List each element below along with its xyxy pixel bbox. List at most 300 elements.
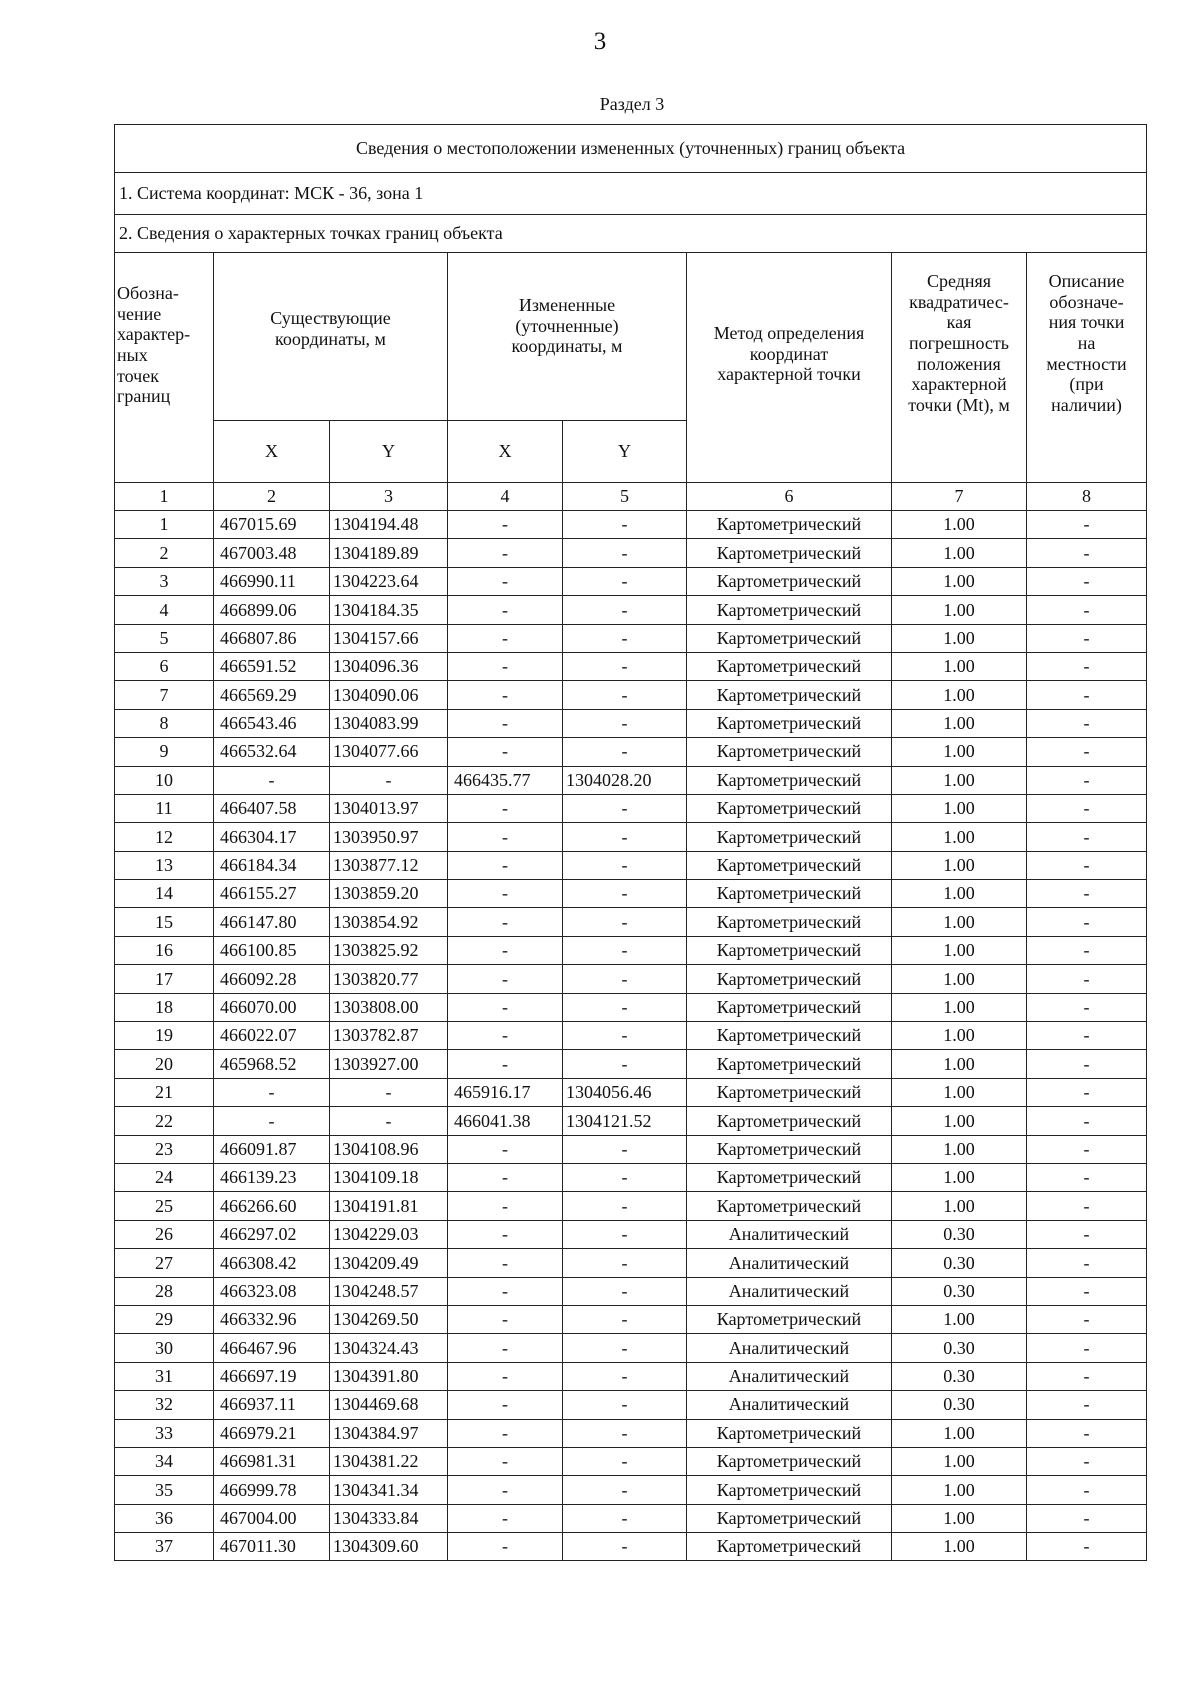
description-cell: - (1027, 1022, 1147, 1050)
description-cell: - (1027, 1050, 1147, 1078)
changed-x-cell: - (448, 1050, 563, 1078)
point-number-cell: 23 (115, 1135, 214, 1163)
table-row (115, 794, 1147, 822)
existing-y-cell: 1304077.66 (330, 738, 448, 766)
existing-y-cell: 1304469.68 (330, 1391, 448, 1419)
existing-x-cell: 466981.31 (214, 1447, 330, 1475)
existing-x-cell: 467011.30 (214, 1533, 330, 1561)
point-number-cell: 29 (115, 1305, 214, 1333)
changed-x-cell: - (448, 1504, 563, 1532)
coordinate-system: 1. Система координат: МСК - 36, зона 1 (115, 173, 1147, 215)
point-number-cell: 14 (115, 880, 214, 908)
point-number-cell: 6 (115, 652, 214, 680)
mean-error-cell: 1.00 (892, 1533, 1027, 1561)
point-number-cell: 21 (115, 1078, 214, 1106)
changed-y-cell: - (563, 567, 687, 595)
changed-y-cell: - (563, 936, 687, 964)
point-number-cell: 18 (115, 993, 214, 1021)
table-row (115, 567, 1147, 595)
existing-x-cell: 466323.08 (214, 1277, 330, 1305)
table-row (115, 709, 1147, 737)
point-number-cell: 33 (115, 1419, 214, 1447)
mean-error-cell: 1.00 (892, 652, 1027, 680)
existing-x-cell: 466266.60 (214, 1192, 330, 1220)
existing-y-cell: 1304381.22 (330, 1447, 448, 1475)
method-cell: Картометрический (687, 993, 892, 1021)
point-number-cell: 27 (115, 1249, 214, 1277)
existing-x-cell: - (214, 766, 330, 794)
point-number-cell: 20 (115, 1050, 214, 1078)
description-cell: - (1027, 738, 1147, 766)
mean-error-cell: 1.00 (892, 851, 1027, 879)
description-cell: - (1027, 681, 1147, 709)
description-cell: - (1027, 539, 1147, 567)
method-cell: Картометрический (687, 936, 892, 964)
changed-y-cell: - (563, 1476, 687, 1504)
existing-x-cell: 466532.64 (214, 738, 330, 766)
changed-x-cell: - (448, 936, 563, 964)
table-row (115, 851, 1147, 879)
changed-x-cell: - (448, 1334, 563, 1362)
header-changed-y: Y (563, 421, 687, 483)
mean-error-cell: 1.00 (892, 681, 1027, 709)
existing-y-cell: - (330, 1078, 448, 1106)
changed-x-cell: - (448, 993, 563, 1021)
changed-x-cell: - (448, 1220, 563, 1248)
changed-y-cell: - (563, 1419, 687, 1447)
point-number-cell: 2 (115, 539, 214, 567)
changed-x-cell: - (448, 908, 563, 936)
table-row (115, 511, 1147, 539)
existing-x-cell: 466807.86 (214, 624, 330, 652)
mean-error-cell: 0.30 (892, 1277, 1027, 1305)
existing-y-cell: 1304309.60 (330, 1533, 448, 1561)
mean-error-cell: 0.30 (892, 1334, 1027, 1362)
mean-error-cell: 1.00 (892, 624, 1027, 652)
existing-x-cell: 466543.46 (214, 709, 330, 737)
changed-x-cell: - (448, 794, 563, 822)
mean-error-cell: 1.00 (892, 908, 1027, 936)
method-cell: Картометрический (687, 1192, 892, 1220)
method-cell: Картометрический (687, 681, 892, 709)
existing-y-cell: 1303927.00 (330, 1050, 448, 1078)
table-row (115, 1504, 1147, 1532)
changed-y-cell: - (563, 1447, 687, 1475)
method-cell: Картометрический (687, 794, 892, 822)
description-cell: - (1027, 1447, 1147, 1475)
point-number-cell: 12 (115, 823, 214, 851)
existing-x-cell: 467003.48 (214, 539, 330, 567)
table-row (115, 1391, 1147, 1419)
point-number-cell: 11 (115, 794, 214, 822)
table-row (115, 993, 1147, 1021)
existing-y-cell: 1304096.36 (330, 652, 448, 680)
method-cell: Аналитический (687, 1362, 892, 1390)
point-number-cell: 19 (115, 1022, 214, 1050)
existing-x-cell: 466899.06 (214, 596, 330, 624)
changed-x-cell: - (448, 624, 563, 652)
existing-y-cell: 1303854.92 (330, 908, 448, 936)
description-cell: - (1027, 823, 1147, 851)
existing-x-cell: 466184.34 (214, 851, 330, 879)
table-title: Сведения о местоположении измененных (уточненных) границ объекта (115, 125, 1147, 173)
table-row (115, 936, 1147, 964)
changed-y-cell: - (563, 539, 687, 567)
mean-error-cell: 1.00 (892, 1192, 1027, 1220)
description-cell: - (1027, 1391, 1147, 1419)
description-cell: - (1027, 993, 1147, 1021)
header-error: Средняя квадратичес- кая погрешность положения характерной точки (Mt), м (892, 253, 1027, 483)
existing-y-cell: 1303877.12 (330, 851, 448, 879)
table-row (115, 1135, 1147, 1163)
table-row (115, 1192, 1147, 1220)
table-row (115, 965, 1147, 993)
existing-x-cell: 466407.58 (214, 794, 330, 822)
method-cell: Картометрический (687, 709, 892, 737)
table-row (115, 1107, 1147, 1135)
method-cell: Картометрический (687, 823, 892, 851)
existing-y-cell: 1304341.34 (330, 1476, 448, 1504)
existing-y-cell: 1304189.89 (330, 539, 448, 567)
mean-error-cell: 1.00 (892, 1107, 1027, 1135)
existing-x-cell: 466990.11 (214, 567, 330, 595)
table-row (115, 681, 1147, 709)
description-cell: - (1027, 596, 1147, 624)
table-row (115, 1220, 1147, 1248)
description-cell: - (1027, 766, 1147, 794)
table-row (115, 1533, 1147, 1561)
method-cell: Аналитический (687, 1391, 892, 1419)
column-number: 6 (687, 483, 892, 511)
description-cell: - (1027, 794, 1147, 822)
existing-x-cell: 466304.17 (214, 823, 330, 851)
existing-y-cell: 1304090.06 (330, 681, 448, 709)
table-row (115, 1334, 1147, 1362)
method-cell: Картометрический (687, 1135, 892, 1163)
existing-y-cell: 1304229.03 (330, 1220, 448, 1248)
header-designation: Обозна- чение характер- ных точек границ (115, 253, 214, 483)
point-number-cell: 3 (115, 567, 214, 595)
existing-x-cell: 466569.29 (214, 681, 330, 709)
existing-y-cell: 1303808.00 (330, 993, 448, 1021)
method-cell: Картометрический (687, 567, 892, 595)
mean-error-cell: 1.00 (892, 511, 1027, 539)
description-cell: - (1027, 1362, 1147, 1390)
description-cell: - (1027, 851, 1147, 879)
point-number-cell: 13 (115, 851, 214, 879)
table-row (115, 596, 1147, 624)
changed-y-cell: - (563, 823, 687, 851)
mean-error-cell: 1.00 (892, 993, 1027, 1021)
existing-y-cell: - (330, 1107, 448, 1135)
table-row (115, 539, 1147, 567)
column-number: 7 (892, 483, 1027, 511)
column-number: 1 (115, 483, 214, 511)
method-cell: Картометрический (687, 539, 892, 567)
header-method: Метод определения координат характерной точки (687, 253, 892, 483)
changed-y-cell: - (563, 965, 687, 993)
changed-x-cell: - (448, 823, 563, 851)
method-cell: Картометрический (687, 766, 892, 794)
changed-x-cell: - (448, 539, 563, 567)
changed-y-cell: - (563, 652, 687, 680)
changed-y-cell: - (563, 624, 687, 652)
changed-x-cell: - (448, 1419, 563, 1447)
mean-error-cell: 0.30 (892, 1249, 1027, 1277)
method-cell: Аналитический (687, 1249, 892, 1277)
description-cell: - (1027, 1135, 1147, 1163)
method-cell: Картометрический (687, 1447, 892, 1475)
point-number-cell: 7 (115, 681, 214, 709)
description-cell: - (1027, 1504, 1147, 1532)
changed-x-cell: - (448, 965, 563, 993)
mean-error-cell: 1.00 (892, 1050, 1027, 1078)
existing-x-cell: 466139.23 (214, 1163, 330, 1191)
description-cell: - (1027, 908, 1147, 936)
existing-x-cell: 466979.21 (214, 1419, 330, 1447)
table-row (115, 1476, 1147, 1504)
method-cell: Аналитический (687, 1334, 892, 1362)
header-existing-coords: Существующие координаты, м (214, 253, 448, 421)
existing-x-cell: 465968.52 (214, 1050, 330, 1078)
table-row (115, 1447, 1147, 1475)
mean-error-cell: 1.00 (892, 823, 1027, 851)
existing-y-cell: 1304184.35 (330, 596, 448, 624)
method-cell: Картометрический (687, 1305, 892, 1333)
changed-y-cell: - (563, 1220, 687, 1248)
existing-x-cell: 466022.07 (214, 1022, 330, 1050)
existing-y-cell: 1303825.92 (330, 936, 448, 964)
mean-error-cell: 1.00 (892, 596, 1027, 624)
changed-y-cell: 1304028.20 (563, 766, 687, 794)
point-number-cell: 15 (115, 908, 214, 936)
existing-x-cell: 466591.52 (214, 652, 330, 680)
changed-x-cell: - (448, 1022, 563, 1050)
mean-error-cell: 1.00 (892, 965, 1027, 993)
mean-error-cell: 1.00 (892, 738, 1027, 766)
point-number-cell: 25 (115, 1192, 214, 1220)
table-row (115, 1022, 1147, 1050)
description-cell: - (1027, 1419, 1147, 1447)
changed-y-cell: - (563, 851, 687, 879)
changed-y-cell: - (563, 1249, 687, 1277)
column-number: 5 (563, 483, 687, 511)
table-row (115, 1163, 1147, 1191)
changed-y-cell: - (563, 738, 687, 766)
method-cell: Картометрический (687, 1504, 892, 1532)
point-number-cell: 22 (115, 1107, 214, 1135)
changed-x-cell: - (448, 596, 563, 624)
existing-y-cell: 1304191.81 (330, 1192, 448, 1220)
table-row (115, 1249, 1147, 1277)
mean-error-cell: 1.00 (892, 794, 1027, 822)
existing-x-cell: 466308.42 (214, 1249, 330, 1277)
point-number-cell: 10 (115, 766, 214, 794)
table-row (115, 908, 1147, 936)
existing-y-cell: 1304333.84 (330, 1504, 448, 1532)
changed-x-cell: - (448, 1533, 563, 1561)
point-number-cell: 24 (115, 1163, 214, 1191)
header-existing-x: X (214, 421, 330, 483)
description-cell: - (1027, 624, 1147, 652)
method-cell: Картометрический (687, 1163, 892, 1191)
mean-error-cell: 1.00 (892, 1022, 1027, 1050)
column-number: 2 (214, 483, 330, 511)
changed-y-cell: - (563, 1334, 687, 1362)
existing-x-cell: 466070.00 (214, 993, 330, 1021)
boundary-points-table (114, 124, 1147, 1561)
method-cell: Картометрический (687, 1022, 892, 1050)
method-cell: Картометрический (687, 596, 892, 624)
description-cell: - (1027, 1107, 1147, 1135)
existing-y-cell: 1304109.18 (330, 1163, 448, 1191)
existing-y-cell: 1304108.96 (330, 1135, 448, 1163)
existing-x-cell: 466297.02 (214, 1220, 330, 1248)
existing-x-cell: 467015.69 (214, 511, 330, 539)
changed-y-cell: - (563, 1533, 687, 1561)
changed-y-cell: - (563, 908, 687, 936)
mean-error-cell: 1.00 (892, 1504, 1027, 1532)
changed-x-cell: - (448, 1362, 563, 1390)
changed-x-cell: 466435.77 (448, 766, 563, 794)
changed-x-cell: - (448, 1447, 563, 1475)
existing-x-cell: 466100.85 (214, 936, 330, 964)
method-cell: Картометрический (687, 652, 892, 680)
existing-y-cell: 1304391.80 (330, 1362, 448, 1390)
mean-error-cell: 1.00 (892, 709, 1027, 737)
description-cell: - (1027, 1163, 1147, 1191)
column-numbers-row (115, 483, 1147, 511)
method-cell: Картометрический (687, 1078, 892, 1106)
existing-x-cell: 467004.00 (214, 1504, 330, 1532)
description-cell: - (1027, 709, 1147, 737)
point-number-cell: 28 (115, 1277, 214, 1305)
changed-x-cell: - (448, 880, 563, 908)
changed-x-cell: - (448, 851, 563, 879)
description-cell: - (1027, 567, 1147, 595)
mean-error-cell: 1.00 (892, 1163, 1027, 1191)
changed-x-cell: - (448, 1391, 563, 1419)
method-cell: Картометрический (687, 1476, 892, 1504)
point-number-cell: 9 (115, 738, 214, 766)
changed-y-cell: - (563, 596, 687, 624)
method-cell: Картометрический (687, 1050, 892, 1078)
changed-y-cell: - (563, 1163, 687, 1191)
header-description: Описание обозначе- ния точки на местности (при наличии) (1027, 253, 1147, 483)
existing-y-cell: 1304157.66 (330, 624, 448, 652)
changed-x-cell: 465916.17 (448, 1078, 563, 1106)
point-number-cell: 1 (115, 511, 214, 539)
changed-x-cell: - (448, 709, 563, 737)
mean-error-cell: 0.30 (892, 1220, 1027, 1248)
description-cell: - (1027, 511, 1147, 539)
existing-x-cell: - (214, 1078, 330, 1106)
header-existing-y: Y (330, 421, 448, 483)
column-number: 8 (1027, 483, 1147, 511)
mean-error-cell: 1.00 (892, 1419, 1027, 1447)
changed-y-cell: - (563, 1050, 687, 1078)
existing-y-cell: 1304223.64 (330, 567, 448, 595)
column-number: 4 (448, 483, 563, 511)
existing-y-cell: 1304248.57 (330, 1277, 448, 1305)
method-cell: Аналитический (687, 1220, 892, 1248)
changed-y-cell: 1304121.52 (563, 1107, 687, 1135)
point-number-cell: 31 (115, 1362, 214, 1390)
changed-x-cell: - (448, 1305, 563, 1333)
point-number-cell: 8 (115, 709, 214, 737)
method-cell: Картометрический (687, 851, 892, 879)
changed-x-cell: - (448, 1192, 563, 1220)
description-cell: - (1027, 1334, 1147, 1362)
changed-y-cell: - (563, 794, 687, 822)
changed-x-cell: 466041.38 (448, 1107, 563, 1135)
point-number-cell: 32 (115, 1391, 214, 1419)
mean-error-cell: 1.00 (892, 766, 1027, 794)
description-cell: - (1027, 1192, 1147, 1220)
table-row (115, 1050, 1147, 1078)
existing-y-cell: 1304384.97 (330, 1419, 448, 1447)
method-cell: Картометрический (687, 908, 892, 936)
mean-error-cell: 1.00 (892, 1305, 1027, 1333)
changed-y-cell: - (563, 880, 687, 908)
changed-y-cell: - (563, 1504, 687, 1532)
point-number-cell: 17 (115, 965, 214, 993)
points-heading: 2. Сведения о характерных точках границ объекта (115, 215, 1147, 253)
existing-x-cell: 466155.27 (214, 880, 330, 908)
existing-y-cell: 1304269.50 (330, 1305, 448, 1333)
changed-x-cell: - (448, 1476, 563, 1504)
method-cell: Картометрический (687, 1107, 892, 1135)
changed-x-cell: - (448, 1249, 563, 1277)
existing-y-cell: 1303859.20 (330, 880, 448, 908)
mean-error-cell: 1.00 (892, 1447, 1027, 1475)
point-number-cell: 37 (115, 1533, 214, 1561)
description-cell: - (1027, 652, 1147, 680)
method-cell: Картометрический (687, 1533, 892, 1561)
description-cell: - (1027, 1220, 1147, 1248)
existing-x-cell: 466697.19 (214, 1362, 330, 1390)
changed-x-cell: - (448, 1163, 563, 1191)
description-cell: - (1027, 965, 1147, 993)
existing-x-cell: 466999.78 (214, 1476, 330, 1504)
method-cell: Аналитический (687, 1277, 892, 1305)
existing-x-cell: 466332.96 (214, 1305, 330, 1333)
changed-y-cell: - (563, 1135, 687, 1163)
changed-y-cell: - (563, 1022, 687, 1050)
section-label: Раздел 3 (599, 94, 665, 114)
table-row (115, 1419, 1147, 1447)
table-row (115, 1305, 1147, 1333)
existing-x-cell: 466091.87 (214, 1135, 330, 1163)
table-row (115, 823, 1147, 851)
table-row (115, 624, 1147, 652)
description-cell: - (1027, 1078, 1147, 1106)
existing-x-cell: 466092.28 (214, 965, 330, 993)
table-row (115, 1277, 1147, 1305)
header-changed-coords: Измененные (уточненные) координаты, м (448, 253, 687, 421)
changed-y-cell: - (563, 993, 687, 1021)
description-cell: - (1027, 1277, 1147, 1305)
existing-x-cell: - (214, 1107, 330, 1135)
point-number-cell: 5 (115, 624, 214, 652)
point-number-cell: 34 (115, 1447, 214, 1475)
existing-y-cell: 1303782.87 (330, 1022, 448, 1050)
method-cell: Картометрический (687, 738, 892, 766)
existing-y-cell: 1304324.43 (330, 1334, 448, 1362)
mean-error-cell: 1.00 (892, 1476, 1027, 1504)
method-cell: Картометрический (687, 624, 892, 652)
mean-error-cell: 1.00 (892, 567, 1027, 595)
